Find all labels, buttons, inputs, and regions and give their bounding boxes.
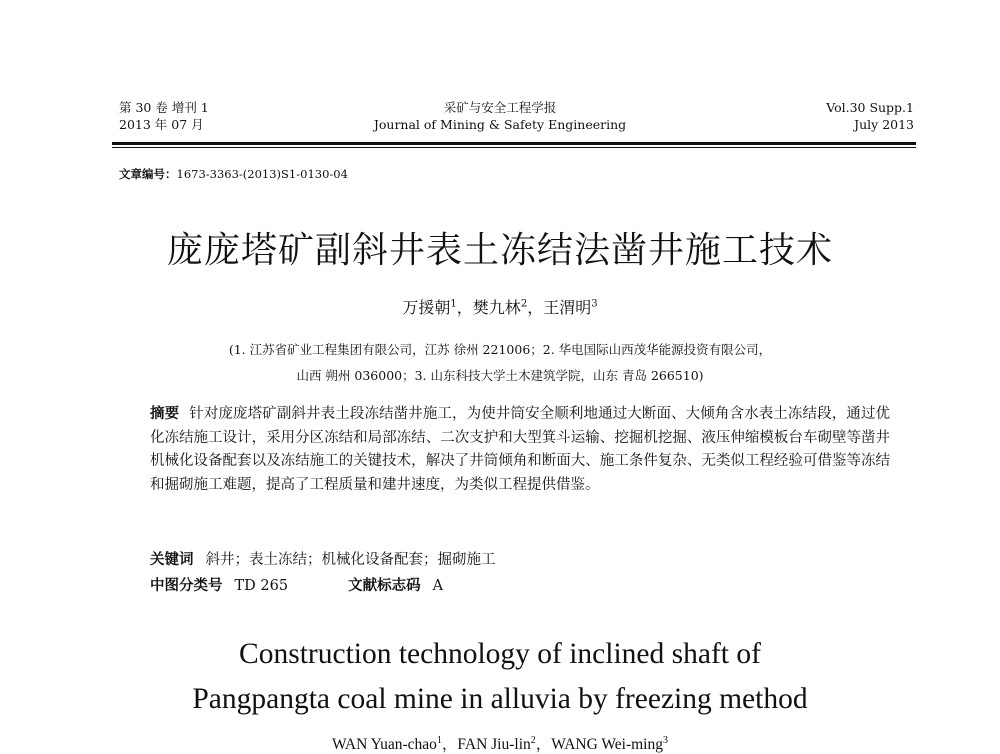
- author-en: FAN Jiu-lin: [457, 736, 531, 753]
- title-en-line-1: Construction technology of inclined shaft of: [239, 638, 761, 670]
- publication-date: 2013 年 07 月: [119, 117, 204, 132]
- doc-code-label: 文献标志码: [348, 578, 421, 594]
- author-affil-mark: 1: [450, 298, 457, 310]
- article-number-label: 文章编号：: [119, 167, 177, 181]
- title-en-line-2: Pangpangta coal mine in alluvia by freezing method: [192, 683, 808, 715]
- author-affil-mark: 1: [436, 734, 442, 746]
- author-affil-mark: 3: [662, 734, 668, 746]
- abstract-text: 针对庞庞塔矿副斜井表土段冻结凿井施工，为使井筒安全顺利地通过大断面、大倾角含水表土冻结段，通过优化冻结施工设计，采用分区冻结和局部冻结、二次支护和大型箕斗运输、挖掘机挖掘、液压伸缩模板台车砌壁等凿井机械化设备配套以及冻结施工的关键技术，解决了井筒倾角和断面大、施工条件复杂、无类似工程经验可借鉴等冻结和掘砌施工难题，提高了工程质量和建井速度，为类似工程提供借鉴。: [150, 406, 891, 493]
- author-en: WAN Yuan-chao: [332, 736, 437, 753]
- authors-cn: 万援朝$^1$，樊九林$^2$，王渭明$^3$: [402, 298, 598, 317]
- header-right: [826, 99, 914, 133]
- header-rule-thin: [112, 147, 916, 148]
- author-affil-mark: 2: [520, 298, 528, 310]
- keywords-text: 斜井；表土冻结；机械化设备配套；掘砌施工: [205, 552, 496, 568]
- volume-en: Vol.30 Supp.1: [826, 100, 914, 115]
- author-affil-mark: 2: [530, 734, 536, 746]
- affiliation-line-2: 山西 朔州 036000；3. 山东科技大学土木建筑学院，山东 青岛 266510): [296, 368, 704, 383]
- clc-label: 中图分类号: [150, 578, 223, 594]
- author-cn: 王渭明: [543, 298, 592, 317]
- header-rule-thick: [112, 142, 916, 145]
- doc-code-value: A: [432, 578, 444, 594]
- keywords-label: 关键词: [150, 552, 194, 568]
- article-number: [119, 166, 348, 182]
- author-cn: 樊九林: [472, 298, 521, 317]
- article-number-value: 1673-3363-(2013)S1-0130-04: [176, 167, 348, 181]
- abstract: [150, 403, 890, 497]
- abstract-label: 摘要: [150, 406, 180, 422]
- journal-name-en: Journal of Mining & Safety Engineering: [373, 117, 627, 132]
- date-en: July 2013: [854, 117, 914, 132]
- affiliation-line-1: (1. 江苏省矿业工程集团有限公司，江苏 徐州 221006；2. 华电国际山西茂华能源投资有限公司，: [228, 342, 772, 357]
- journal-name-cn: 采矿与安全工程学报: [443, 100, 557, 115]
- keywords: [150, 548, 496, 569]
- volume-issue: 第 30 卷 增刊 1: [119, 100, 209, 115]
- clc-value: TD 265: [234, 578, 289, 594]
- title-cn: 庞庞塔矿副斜井表土冻结法凿井施工技术: [166, 230, 833, 271]
- classification: [150, 574, 443, 595]
- author-en: WANG Wei-ming: [551, 736, 663, 753]
- authors-en: WAN Yuan-chao$^1$，FAN Jiu-lin$^2$，WANG Wei-ming$^3$: [332, 734, 668, 753]
- author-cn: 万援朝: [402, 298, 451, 317]
- author-affil-mark: 3: [591, 298, 598, 310]
